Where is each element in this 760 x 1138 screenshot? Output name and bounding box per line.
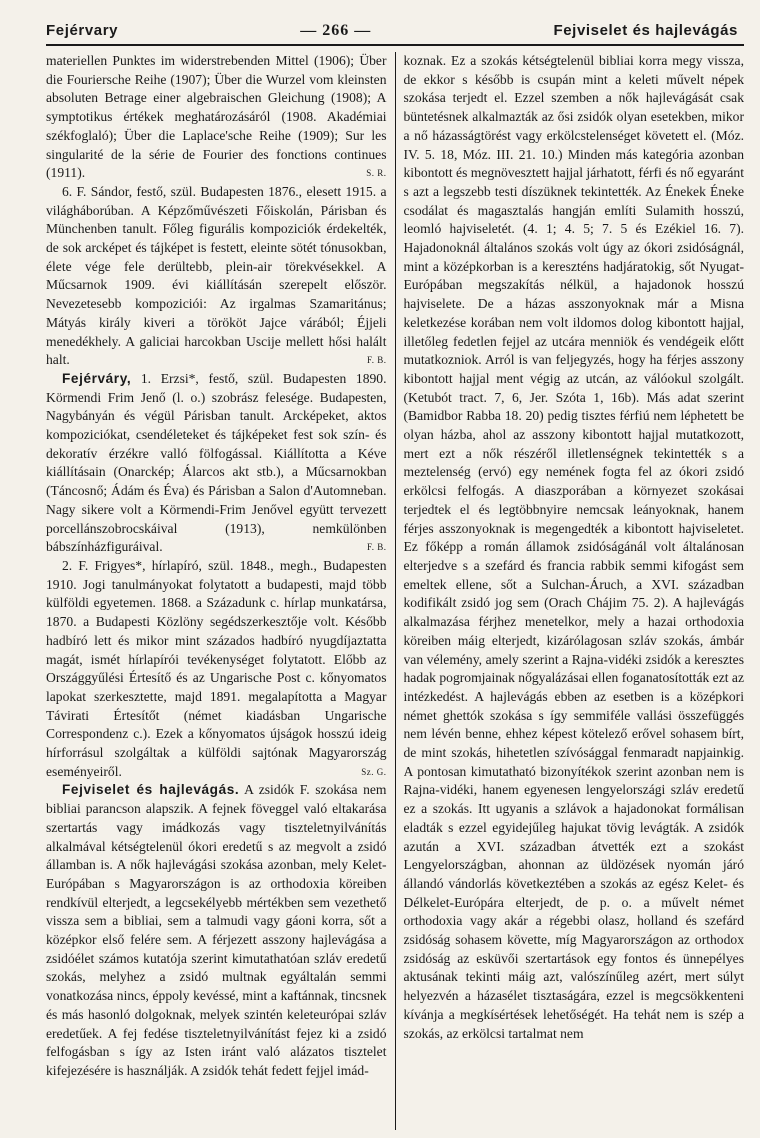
paragraph-text: 6. F. Sándor, festő, szül. Budapesten 1876., elesett 1915. a világháborúban. A Képzőművészeti Főiskolán, Párisban és Münchenben tanult. Főleg figurális kompoziciók érdekelték, de sok arcképet és tájképet is festett, eleinte sötét tónusokban, élete vége fele derültebb, plein-air törekvésekkel. A Műcsarnok 1909. évi kiállításán szerepelt először. Nevezetesebb kompoziciói: Az irgalmas Szamaritánus; Mátyás király kiveri a törököt Jajce várából; Éjjeli menedékhely. A galiciai harcokban Uscije mellett hősi halált halt. [46,183,387,368]
column-divider [395,52,396,1130]
paragraph [46,557,387,781]
paragraph [46,183,387,370]
text-columns [46,52,744,1130]
paragraph-text: 1. Erzsi*, festő, szül. Budapesten 1890. Körmendi Frim Jenő (l. o.) szobrász felesége. Budapesten, Nagybányán és végül Párisban tanult. Arcképeket, aktos kompoziciókat, csendéleteket és tájképeket fest sok szín- és dekoratív érzékre valló fölfogással. Kiállította a Kéve kiállításain (Onarckép; Álarcos akt stb.), a Műcsarnokban (Táncosnő; Ádám és Éva) és Párisban a Salon d'Automneban. Nagy sikere volt a Körmendi-Frim Jenővel együtt tervezett porcellánszobrocskáival (1913), nemkülönben bábszínházfiguráival. [46,370,387,555]
paragraph [404,52,745,1043]
left-column [46,52,387,1130]
paragraph-text: 2. F. Frigyes*, hírlapíró, szül. 1848., megh., Budapesten 1910. Jogi tanulmányokat folytatott a budapesti, majd több külföldi egyetemen. 1868. a Századunk c. hírlap munkatársa, 1870. a Budapesti Közlöny segédszerkesztője volt. Később hadbíró lett és mikor mint százados hadbíró nyugdíjaztatta magát, ismét hírlapírói tevékenységet folytatott. Előbb az Országgyűlési Értesítő és az Ungarische Post c. kőnyomatos lapokat szerkesztette, majd 1891. megalapította a Magyar Távirati Értesítőt (német kiadásban Ungarische Correspondenz c.). Ezek a kőnyomatos újságok hosszú ideig hírforrásul szolgáltak a külföldi sajtónak Magyarország eseményeiről. [46,557,387,779]
running-header [46,22,744,44]
paragraph [46,52,387,183]
entry-headword: Fejviselet és hajlevágás. [62,782,240,798]
author-signature: S. R. [366,168,387,179]
author-signature: F. B. [366,355,387,366]
paragraph-text: koznak. Ez a szokás kétségtelenül bibliai korra megy vissza, de ekkor s később is csupán mint a keleti művelt népek szokása terjedt el. Ezzel szemben a nők hajlevágását csak büntetésnek alkalmazták az ősi zsidók olyan esetekben, mikor a nő házasságtörést vagy erkölcstelenséget követett el. (Móz. IV. 5. 18, Móz. III. 21. 10.) Minden más kategória azonban kibontott és megnövesztett hajjal járhatott, férfi és nő egyaránt s azt a legszebb testi díszüknek tekintették. Az Énekek Éneke csodálat és magasztalás hangján említi Sulamith hosszú, leomló hajviseletét. (4. 1; 4. 5; 7. 5 és Ezékiel 16. 7). Hajadonoknál általános szokás volt úgy az ókori zsidóságnál, mint a középkorban is a kereszténs hadjáratokig, sőt Nyugat-Európában megszakítás nélkül, a hajadonok hosszú hajviselete. De a házas asszonyoknak már a Misna keletkezése korában nem volt ildomos dolog kibontott hajjal, illetőleg fedetlen fejjel az utcára menniök és vendégeik előtt mutatkozniok. Arról is van feljegyzés, hogy ha férjes asszony kibontott hajjal ment végig az utcán, az válóokul szolgált. (Ketubót tract. 7, 6, Jer. Szóta 1, 16b). Más adat szerint (Bamidbor Rabba 18. 20) pedig tisztes férfiú nem léphetett be olyan házba, ahol az asszony kibontott hajjal mutatkozott, mert ezt a nők részéről illetlenségnek tekintették s a meztelenség (ervó) egy nemének fogta fel az ókori zsidó erkölcsi felfogás. A diaszporában a környezet szokásai terjedtek el és legtöbbnyire nemcsak leányoknak, hanem férjes asszonyoknak is megengedték a kibontott hajviseletet. Ez főképp a román államok zsidóságánál volt általánosan elterjedve s a szefárd és francia rabbik semmi kifogást sem emeltek ellene, sőt a Sulchan-Áruch, a XVI. században kodifikált zsidó jog sem (Orach Chájim 75. 2). A hajlevágás alkalmazása férjhez menetelkor, mely a hazai orthodoxia köreiben máig elterjedt, kizárólagosan szláv szokás, ámbár van vélemény, amely szerint a Rajna-vidéki zsidók a keresztes hadak pogromjainak nőgyalázásai ellen foganatosították ezt az intézkedést. A hajlevágás ebben az esetben is a középkori német ghettók szokása s így semmiféle vallási összefüggés nem lévén benne, ehhez képest kötelező erővel sohasem bírt, de mint szokás, hihetetlen szívósággal fenmaradt napjainkig. A pontosan kimutatható bizonyítékok szerint azonban nem is Rajna-vidéki, hanem egyenesen lengyelországi szláv eredetű ez a szokás. Itt ugyanis a szlávok a hajadonokat formálisan eladták s ezzel egyidejűleg hajukat tövig levágták. A zsidók azután a XVI. században átvették ezt a szokást Lengyelországban, ahonnan az üldözések nyomán járó állandó vándorlás következtében a szokás az egész Kelet- és Délkelet-Európára elterjedt, de p. o. a művelt német orthodoxia vagy akár a régebbi olasz, holland és szefárd zsidóság sohasem követte, míg Magyarországon az orthodox zsidóság az esküvői szertartások egy fontos és ünnepélyes aktusának tekinti máig azt, valószínűleg azért, mert súlyt helyezvén a házasélet tisztaságára, ezzel is megcsökkenteni kívánja a megkísértések lehetőségét. Ha tehát nem is szép a szokás, az erkölcsi tartalmat nem [403,53,744,1041]
author-signature: Sz. G. [361,766,387,777]
right-column [404,52,745,1130]
author-signature: F. B. [366,542,387,553]
paragraph-text: materiellen Punktes im widerstrebenden Mittel (1906); Über die Fouriersche Reihe (1907); Über die Wurzel vom kleinsten absoluten Betrage einer algebraischen Gleichung (1908); A symptotikus értékek meghatározásáról (1908. Akadémiai székfoglaló); Über die Laplace'sche Reihe (1909); Sur les singularité de la série de Fourier des fonctions continues (1911). [46,53,387,181]
paragraph [46,370,387,557]
paragraph [46,781,387,1080]
header-left-headword: Fejérvary [46,22,119,39]
page-number: — 266 — [300,22,372,39]
entry-headword: Fejérváry, [62,370,132,386]
header-right-headword: Fejviselet és hajlevágás [553,22,738,39]
paragraph-text: A zsidók F. szokása nem bibliai parancson alapszik. A fejnek föveggel való eltakarása szertartás vagy imádkozás vagy tiszteletnyilvánítás alkalmával kétségtelenül ókori eredetű s az megvolt a zsidó államban is. A nők hajlevágási szokása azonban, mely Kelet-Európában s Magyarországon is az orthodoxia köreiben rendkívül elterjedt, a legcsekélyebb mértékben sem vezethető vissza sem a bibliai, sem a talmudi vagy gáoni korra, sőt a középkor első felére sem. A férjezett asszony hajlevágása a zsidóélet számos kutatója szerint kimutathatóan szláv eredetű szokás, melyhez a zsidó multnak egyáltalán semmi vonatkozása nincs, éppoly kevéssé, mint a kaftánnak, tincsnek és más hasonló dolgoknak, melyek szintén keleteurópai szláv eredetűek. A fej fedése tiszteletnyilvánítást fejez ki a zsidó felfogásban s így az Isten iránt való alázatos tisztelet kifejezésére is használják. A zsidók tehát fedett fejjel imád- [46,782,387,1078]
header-rule [46,44,744,46]
